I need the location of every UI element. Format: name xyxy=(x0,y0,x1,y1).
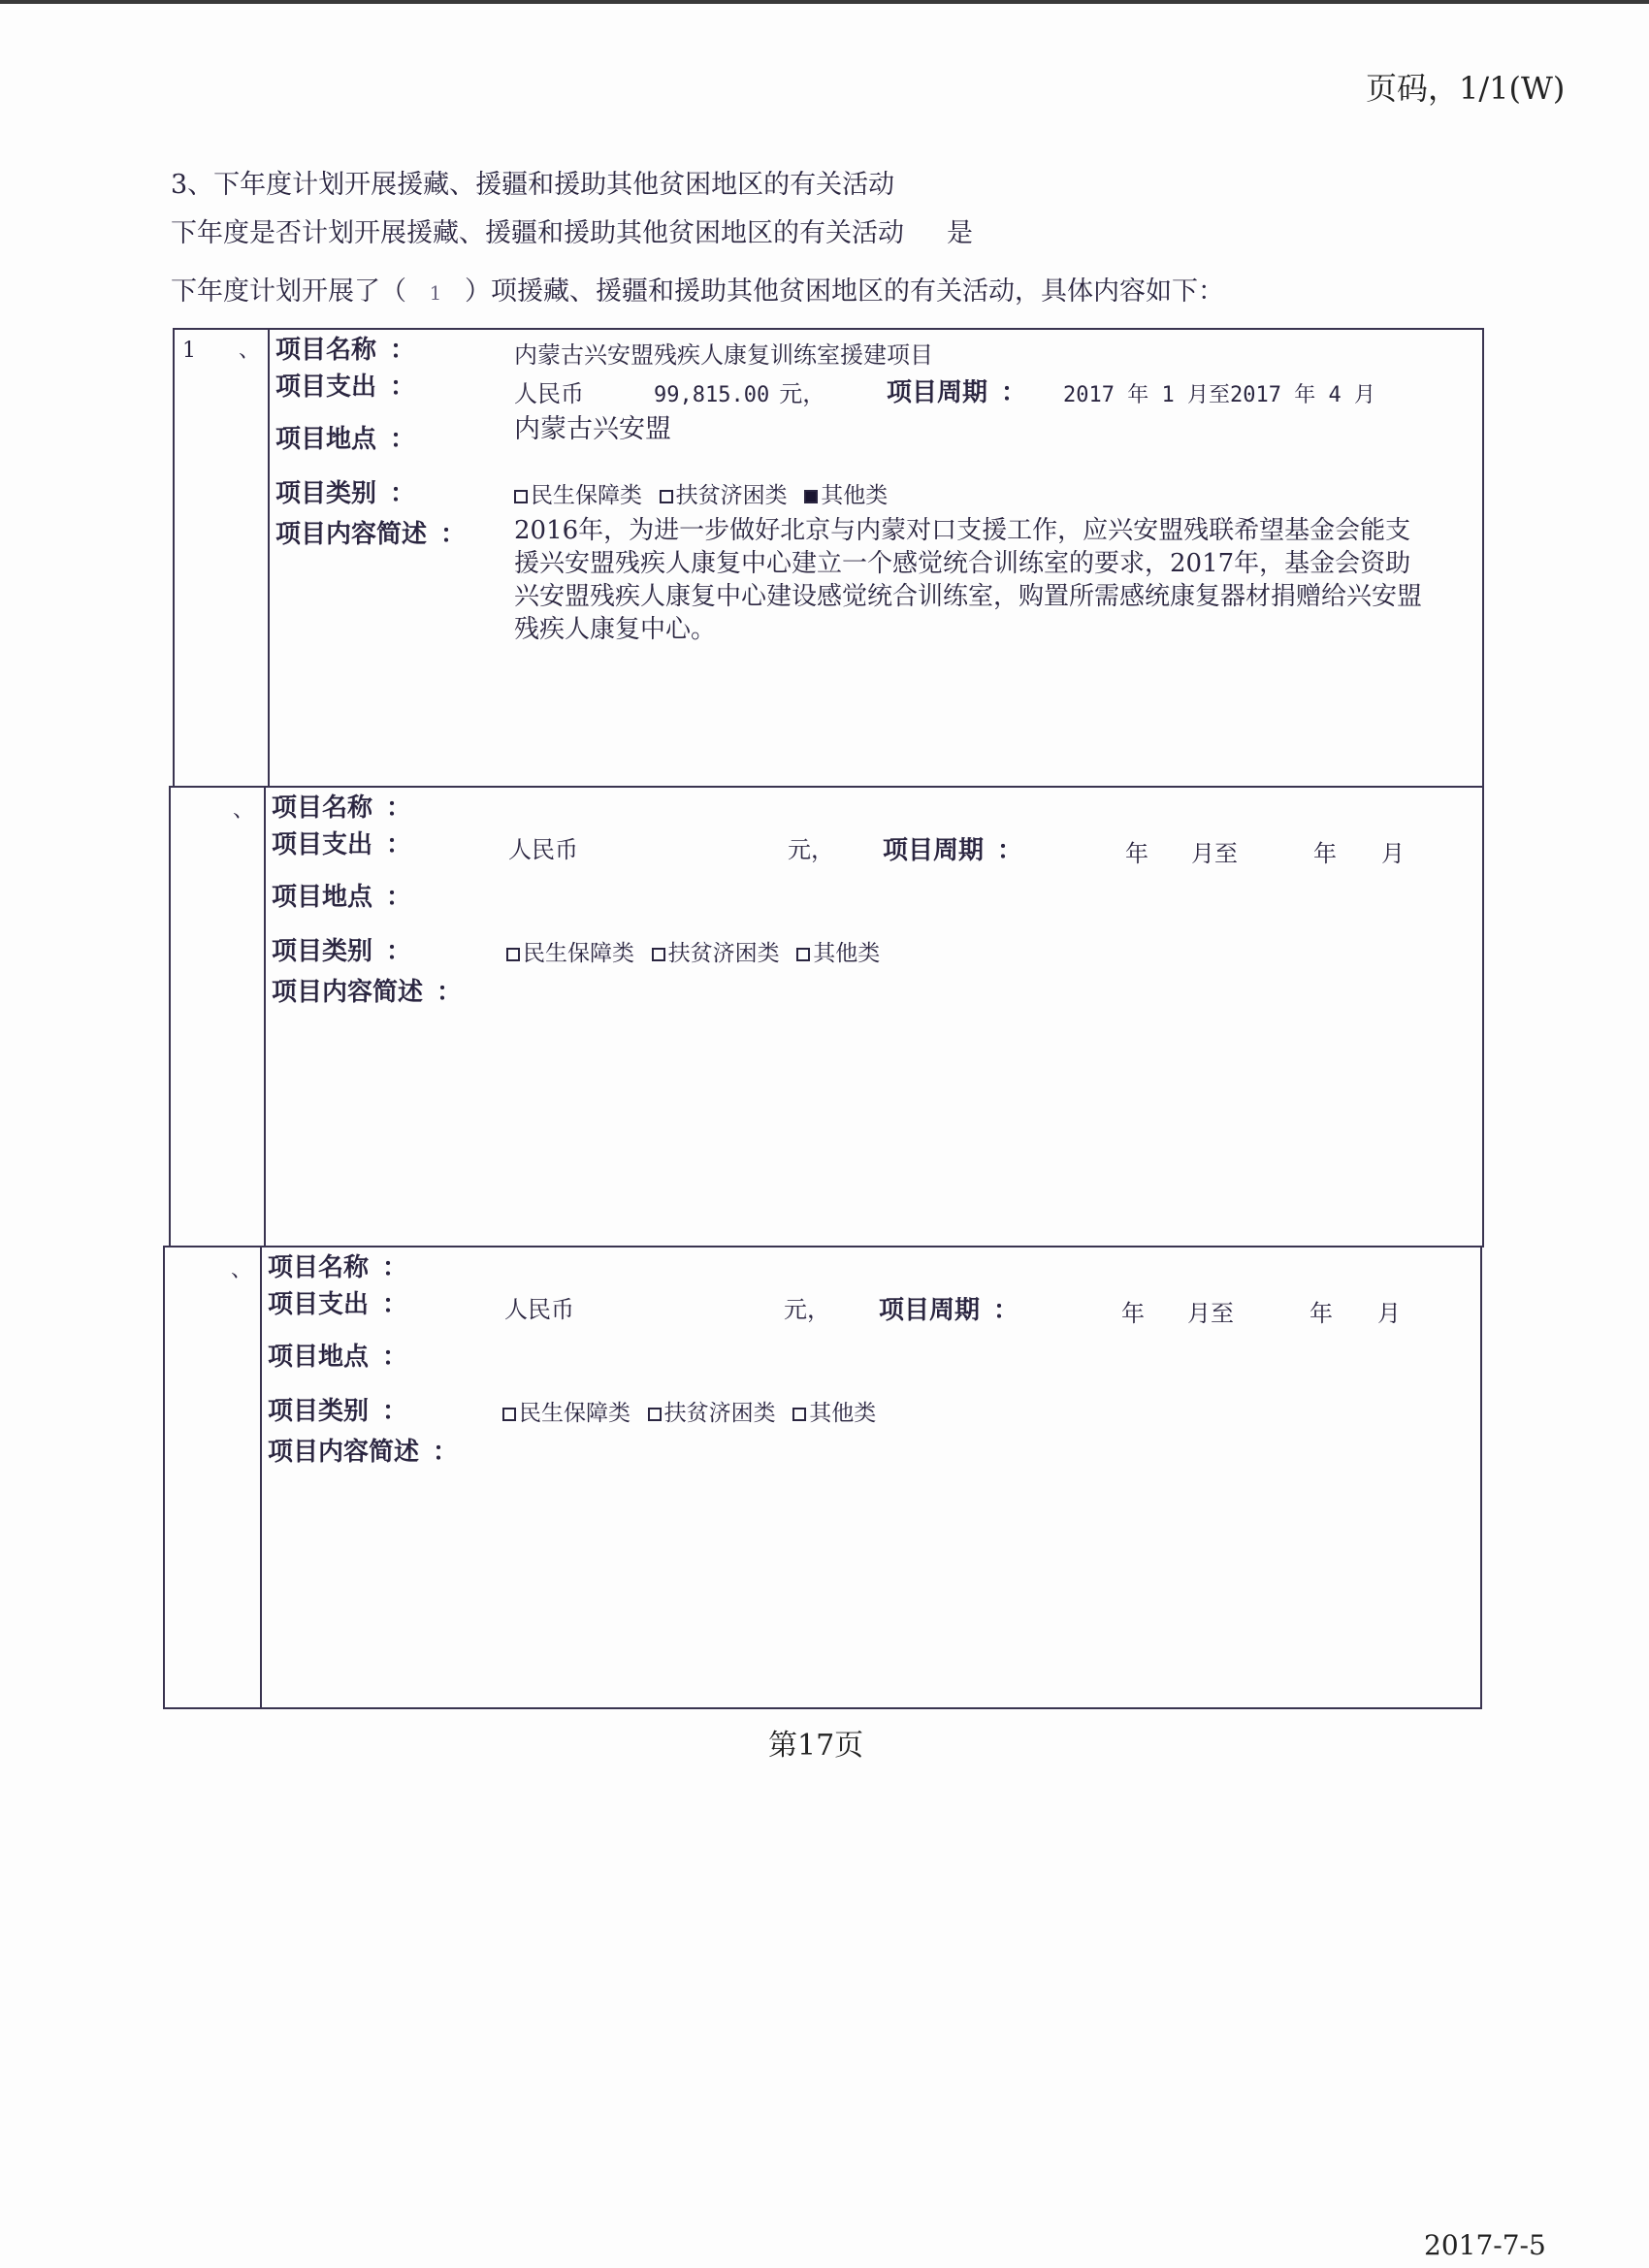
project-category-label: 项目类别 ： xyxy=(275,479,416,508)
checkbox-icon xyxy=(648,1408,662,1421)
category-poverty[interactable]: 扶贫济困类 xyxy=(648,1401,776,1426)
checkbox-icon xyxy=(660,490,673,503)
category-poverty[interactable]: 扶贫济困类 xyxy=(660,483,788,508)
category-other[interactable]: 其他类 xyxy=(804,483,888,508)
project-name-label: 项目名称 ： xyxy=(272,794,412,823)
project-period-value: 2017 年 1 月至2017 年 4 月 xyxy=(1063,383,1376,407)
checkbox-icon xyxy=(796,948,810,961)
count-suffix: ）项援藏、援疆和援助其他贫困地区的有关活动，具体内容如下： xyxy=(465,276,1224,307)
category-livelihood[interactable]: 民生保障类 xyxy=(506,941,634,966)
project-index: 1 、 xyxy=(182,339,260,363)
count-value: 1 xyxy=(429,281,442,305)
project-category-options xyxy=(514,477,897,509)
column-divider xyxy=(264,788,266,1246)
date-stamp: 2017-7-5 xyxy=(1424,2229,1546,2261)
project-category-label: 项目类别 ： xyxy=(268,1397,408,1426)
plan-count-line xyxy=(171,270,1224,308)
project-index: 、 xyxy=(233,798,255,823)
project-category-options xyxy=(506,935,889,967)
project-location-label: 项目地点 ： xyxy=(268,1343,408,1372)
scan-edge xyxy=(0,0,1649,4)
project-category-options xyxy=(502,1395,886,1427)
checkbox-icon xyxy=(514,490,528,503)
project-period-label: 项目周期 ： xyxy=(879,1296,1019,1325)
checked-checkbox-icon xyxy=(804,490,818,503)
plan-answer: 是 xyxy=(947,218,973,248)
project-name-label: 项目名称 ： xyxy=(268,1253,408,1282)
checkbox-icon xyxy=(506,948,520,961)
project-period-value: 年 月至 年 月 xyxy=(1121,1300,1401,1327)
category-livelihood[interactable]: 民生保障类 xyxy=(502,1401,630,1426)
project-period-label: 项目周期 ： xyxy=(883,836,1023,865)
count-prefix: 下年度计划开展了（ xyxy=(171,276,406,307)
project-summary-label: 项目内容简述 ： xyxy=(272,978,463,1007)
project-expense-label: 项目支出 ： xyxy=(272,830,412,859)
category-other[interactable]: 其他类 xyxy=(792,1401,876,1426)
category-poverty[interactable]: 扶贫济困类 xyxy=(652,941,780,966)
project-name-value: 内蒙古兴安盟残疾人康复训练室援建项目 xyxy=(514,341,933,369)
checkbox-icon xyxy=(502,1408,516,1421)
project-block-2 xyxy=(169,786,1484,1247)
project-name-label: 项目名称 ： xyxy=(275,336,416,365)
project-expense-value: 人民币 元， xyxy=(504,1296,830,1323)
project-period-label: 项目周期 ： xyxy=(887,378,1027,407)
project-location-value: 内蒙古兴安盟 xyxy=(514,414,671,444)
project-expense-label: 项目支出 ： xyxy=(268,1290,408,1319)
checkbox-icon xyxy=(792,1408,806,1421)
project-summary-value: 2016年，为进一步做好北京与内蒙对口支援工作，应兴安盟残联希望基金会能支援兴安盟残疾人康复中心建立一个感觉统合训练室的要求，2017年，基金会资助兴安盟残疾人康复中心建设感觉统合训练室，购置所需感统康复器材捐赠给兴安盟残疾人康复中心。 xyxy=(514,516,1423,644)
project-expense-label: 项目支出 ： xyxy=(275,373,416,402)
page-code: 页码，1/1(W) xyxy=(1366,70,1566,107)
column-divider xyxy=(260,1247,262,1707)
project-category-label: 项目类别 ： xyxy=(272,937,412,966)
plan-question xyxy=(171,211,973,249)
category-other[interactable]: 其他类 xyxy=(796,941,880,966)
column-divider xyxy=(268,330,270,786)
project-summary-label: 项目内容简述 ： xyxy=(275,520,467,549)
category-livelihood[interactable]: 民生保障类 xyxy=(514,483,642,508)
checkbox-icon xyxy=(652,948,665,961)
project-index: 、 xyxy=(231,1258,253,1282)
project-block-3 xyxy=(163,1246,1482,1709)
project-expense-value: 人民币 元， xyxy=(508,836,834,863)
project-location-label: 项目地点 ： xyxy=(275,425,416,454)
project-location-label: 项目地点 ： xyxy=(272,883,412,912)
project-period-value: 年 月至 年 月 xyxy=(1125,840,1405,867)
page-number: 第17页 xyxy=(768,1729,864,1763)
project-expense-value: 人民币 99,815.00 元， xyxy=(514,380,826,407)
project-summary-label: 项目内容简述 ： xyxy=(268,1438,459,1467)
plan-question-text: 下年度是否计划开展援藏、援疆和援助其他贫困地区的有关活动 xyxy=(171,218,904,248)
section-heading: 3、下年度计划开展援藏、援疆和援助其他贫困地区的有关活动 xyxy=(171,170,895,200)
project-block-1 xyxy=(173,328,1484,788)
